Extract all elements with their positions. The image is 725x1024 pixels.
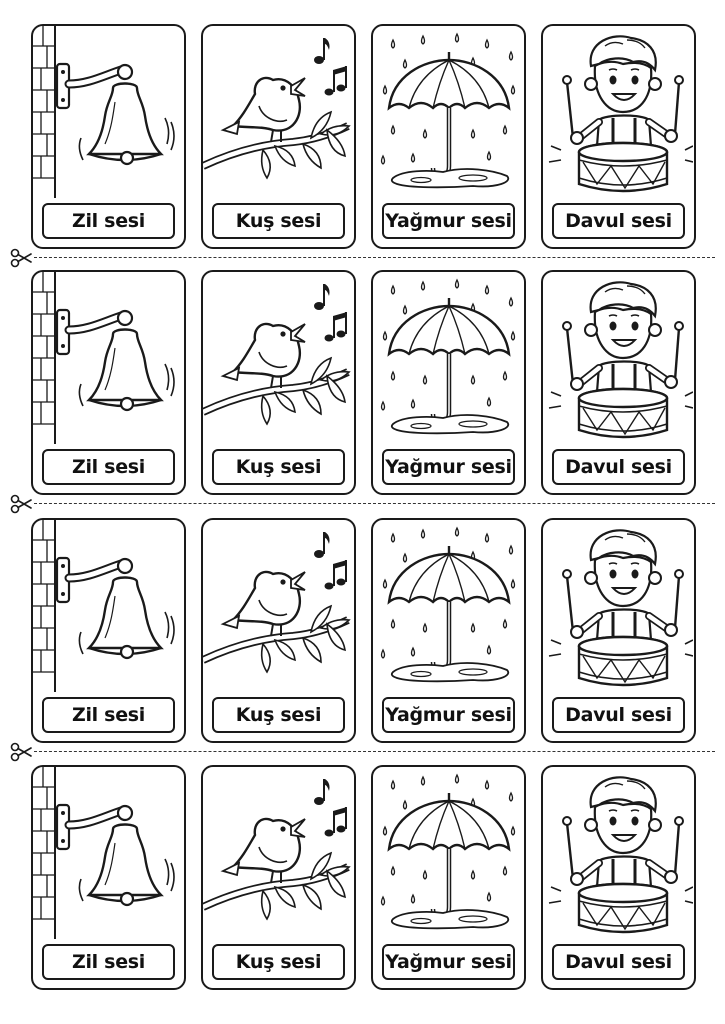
card-label: Yağmur sesi (382, 203, 515, 239)
umbrella-rain-icon (373, 520, 523, 692)
card-label: Yağmur sesi (382, 697, 515, 733)
sound-card-drum (541, 24, 696, 249)
card-label: Zil sesi (42, 944, 175, 980)
card-label: Davul sesi (552, 697, 685, 733)
card-label: Davul sesi (552, 203, 685, 239)
sound-card-bird (201, 270, 356, 495)
sound-card-bell (31, 765, 186, 990)
wall-bell-icon (33, 272, 183, 444)
card-label: Zil sesi (42, 697, 175, 733)
wall-bell-icon (33, 520, 183, 692)
drummer-boy-icon (543, 26, 693, 198)
card-label: Kuş sesi (212, 449, 345, 485)
cut-line (10, 248, 715, 268)
umbrella-rain-icon (373, 272, 523, 444)
dashed-line (34, 751, 715, 752)
sound-card-drum (541, 765, 696, 990)
scissors-icon (10, 248, 32, 268)
umbrella-rain-icon (373, 26, 523, 198)
scissors-icon (10, 494, 32, 514)
card-label: Zil sesi (42, 203, 175, 239)
wall-bell-icon (33, 26, 183, 198)
card-label: Yağmur sesi (382, 449, 515, 485)
singing-bird-icon (203, 767, 353, 939)
sound-card-rain (371, 765, 526, 990)
drummer-boy-icon (543, 520, 693, 692)
sound-card-rain (371, 24, 526, 249)
dashed-line (34, 257, 715, 258)
sound-card-bird (201, 518, 356, 743)
drummer-boy-icon (543, 767, 693, 939)
sound-card-drum (541, 518, 696, 743)
singing-bird-icon (203, 520, 353, 692)
sound-card-bell (31, 270, 186, 495)
singing-bird-icon (203, 272, 353, 444)
sound-card-bell (31, 24, 186, 249)
card-label: Davul sesi (552, 449, 685, 485)
sound-card-bell (31, 518, 186, 743)
cut-line (10, 742, 715, 762)
card-label: Kuş sesi (212, 944, 345, 980)
drummer-boy-icon (543, 272, 693, 444)
card-label: Kuş sesi (212, 203, 345, 239)
sound-card-bird (201, 24, 356, 249)
card-label: Kuş sesi (212, 697, 345, 733)
scissors-icon (10, 742, 32, 762)
card-label: Davul sesi (552, 944, 685, 980)
card-label: Yağmur sesi (382, 944, 515, 980)
dashed-line (34, 503, 715, 504)
sound-card-rain (371, 518, 526, 743)
cut-line (10, 494, 715, 514)
sound-card-drum (541, 270, 696, 495)
wall-bell-icon (33, 767, 183, 939)
card-label: Zil sesi (42, 449, 175, 485)
sound-card-bird (201, 765, 356, 990)
umbrella-rain-icon (373, 767, 523, 939)
sound-card-rain (371, 270, 526, 495)
singing-bird-icon (203, 26, 353, 198)
